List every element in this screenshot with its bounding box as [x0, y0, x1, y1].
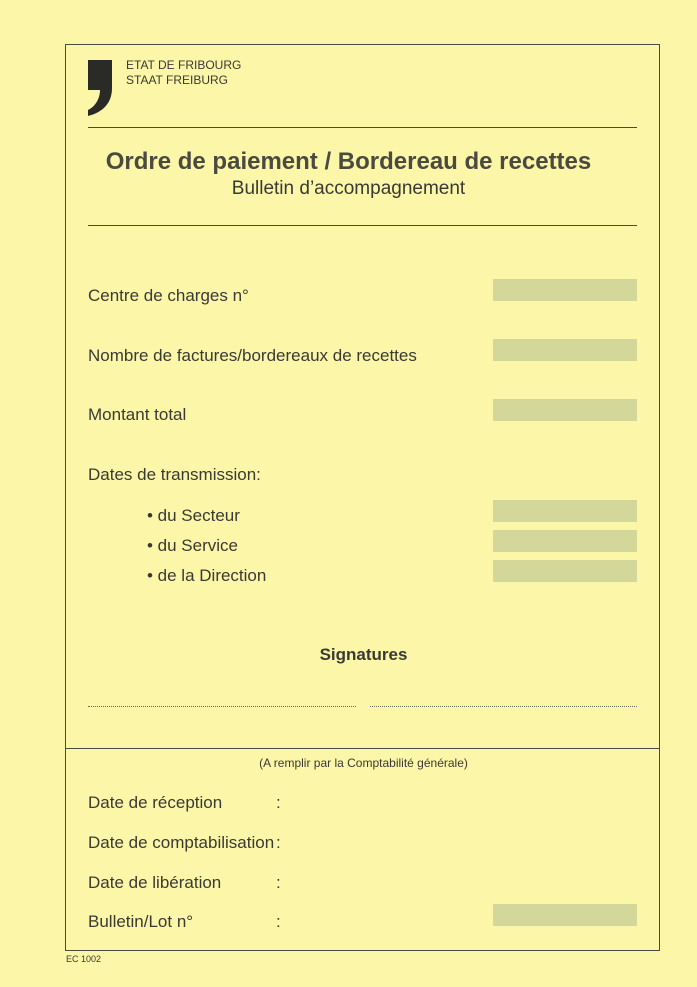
montant-total-field[interactable] — [493, 399, 637, 421]
date-comptabilisation-label: Date de comptabilisation — [88, 833, 275, 852]
section-divider — [65, 748, 660, 749]
centre-de-charges-label: Centre de charges n° — [88, 286, 249, 305]
comma-logo-icon — [86, 60, 114, 116]
form-code: EC 1002 — [66, 954, 102, 964]
date-comptabilisation-colon: : — [276, 833, 281, 852]
transmission-service-label: • du Service — [147, 536, 238, 555]
montant-total-label: Montant total — [88, 405, 187, 424]
date-reception-colon: : — [276, 793, 281, 812]
transmission-secteur-label: • du Secteur — [147, 506, 240, 525]
centre-de-charges-field[interactable] — [493, 279, 637, 301]
issuer-line-de: STAAT FREIBURG — [126, 73, 229, 87]
nombre-factures-label: Nombre de factures/bordereaux de recettes — [88, 346, 417, 365]
signatures-heading: Signatures — [319, 645, 408, 664]
title-divider — [88, 225, 637, 226]
transmission-direction-field[interactable] — [493, 560, 637, 582]
date-reception-label: Date de réception — [88, 793, 223, 812]
date-liberation-colon: : — [276, 873, 281, 892]
dates-transmission-label: Dates de transmission: — [88, 465, 261, 484]
bulletin-lot-field[interactable] — [493, 904, 637, 926]
form-subtitle: Bulletin d’accompagnement — [231, 178, 466, 199]
transmission-direction-label: • de la Direction — [147, 566, 267, 585]
signature-line-right[interactable] — [370, 706, 637, 707]
form-title: Ordre de paiement / Bordereau de recettes — [105, 148, 592, 175]
accounting-note: (A remplir par la Comptabilité générale) — [259, 756, 468, 770]
bulletin-lot-label: Bulletin/Lot n° — [88, 912, 194, 931]
date-liberation-label: Date de libération — [88, 873, 222, 892]
signature-line-left[interactable] — [88, 706, 356, 707]
transmission-service-field[interactable] — [493, 530, 637, 552]
transmission-secteur-field[interactable] — [493, 500, 637, 522]
nombre-factures-field[interactable] — [493, 339, 637, 361]
issuer-name — [126, 58, 241, 88]
bulletin-lot-colon: : — [276, 912, 281, 931]
header-divider — [88, 127, 637, 128]
issuer-line-fr: ETAT DE FRIBOURG — [126, 58, 242, 72]
